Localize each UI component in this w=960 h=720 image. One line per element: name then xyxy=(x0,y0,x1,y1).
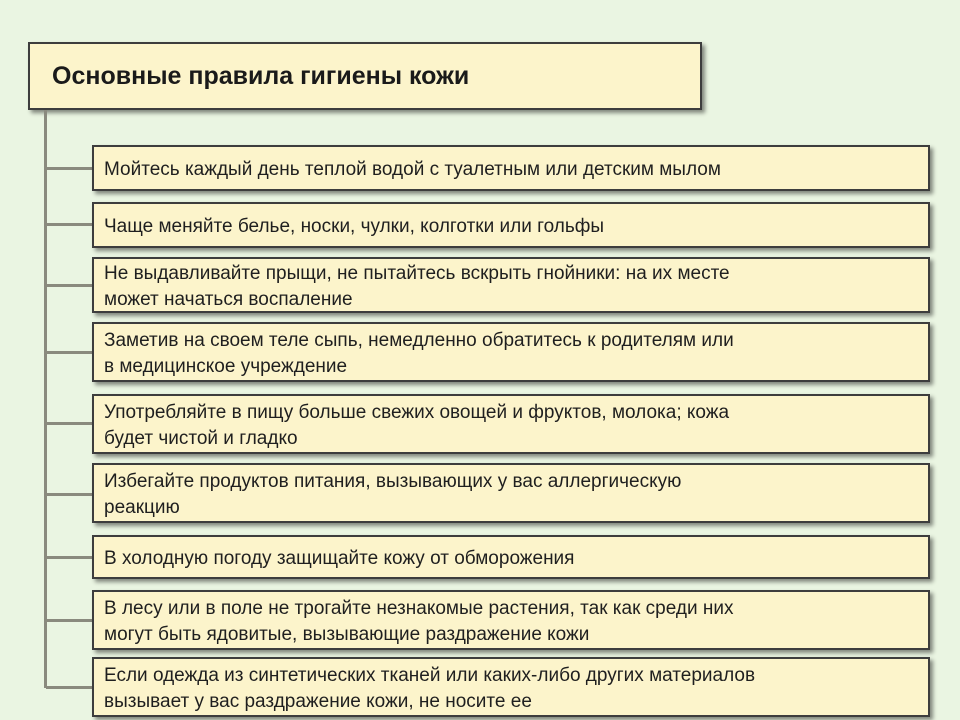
rule-box-no-squeezing xyxy=(92,257,930,313)
connector-branch xyxy=(46,619,92,622)
rule-line: В лесу или в поле не трогайте незнакомые растения, так как среди них xyxy=(104,597,734,619)
connector-branch xyxy=(46,167,92,170)
rule-line: Употребляйте в пищу больше свежих овощей и фруктов, молока; кожа xyxy=(104,401,730,423)
connector-branch xyxy=(46,284,92,287)
rule-line: может начаться воспаление xyxy=(104,288,353,310)
connector-branch xyxy=(46,493,92,496)
connector-branch xyxy=(46,351,92,354)
rule-line: Заметив на своем теле сыпь, немедленно обратитесь к родителям или xyxy=(104,329,734,351)
diagram-title-text: Основные правила гигиены кожи xyxy=(52,61,470,90)
connector-branch xyxy=(46,686,92,689)
rule-line: Мойтесь каждый день теплой водой с туалетным или детским мылом xyxy=(104,158,721,180)
rule-line: В холодную погоду защищайте кожу от обморожения xyxy=(104,547,575,569)
diagram-title xyxy=(28,42,702,110)
rule-line: Не выдавливайте прыщи, не пытайтесь вскрыть гнойники: на их месте xyxy=(104,262,730,284)
rule-box-vegetables xyxy=(92,394,930,454)
rule-line: в медицинское учреждение xyxy=(104,355,348,377)
connector-branch xyxy=(46,223,92,226)
connector-trunk xyxy=(44,110,47,688)
rule-box-synthetic-clothes xyxy=(92,657,930,717)
rule-line: реакцию xyxy=(104,496,180,518)
rule-box-wash-daily xyxy=(92,145,930,191)
rule-box-change-underwear xyxy=(92,202,930,248)
rule-line: могут быть ядовитые, вызывающие раздражение кожи xyxy=(104,623,590,645)
connector-branch xyxy=(46,556,92,559)
connector-branch xyxy=(46,422,92,425)
rule-line: Если одежда из синтетических тканей или каких-либо других материалов xyxy=(104,664,756,686)
rule-box-rash xyxy=(92,322,930,382)
rule-line: вызывает у вас раздражение кожи, не носите ее xyxy=(104,690,532,712)
rule-line: Чаще меняйте белье, носки, чулки, колготки или гольфы xyxy=(104,215,605,237)
rule-line: будет чистой и гладко xyxy=(104,427,298,449)
rule-box-allergy xyxy=(92,463,930,523)
rule-box-cold-weather xyxy=(92,535,930,579)
rule-line: Избегайте продуктов питания, вызывающих у вас аллергическую xyxy=(104,470,682,492)
rule-box-plants xyxy=(92,590,930,650)
